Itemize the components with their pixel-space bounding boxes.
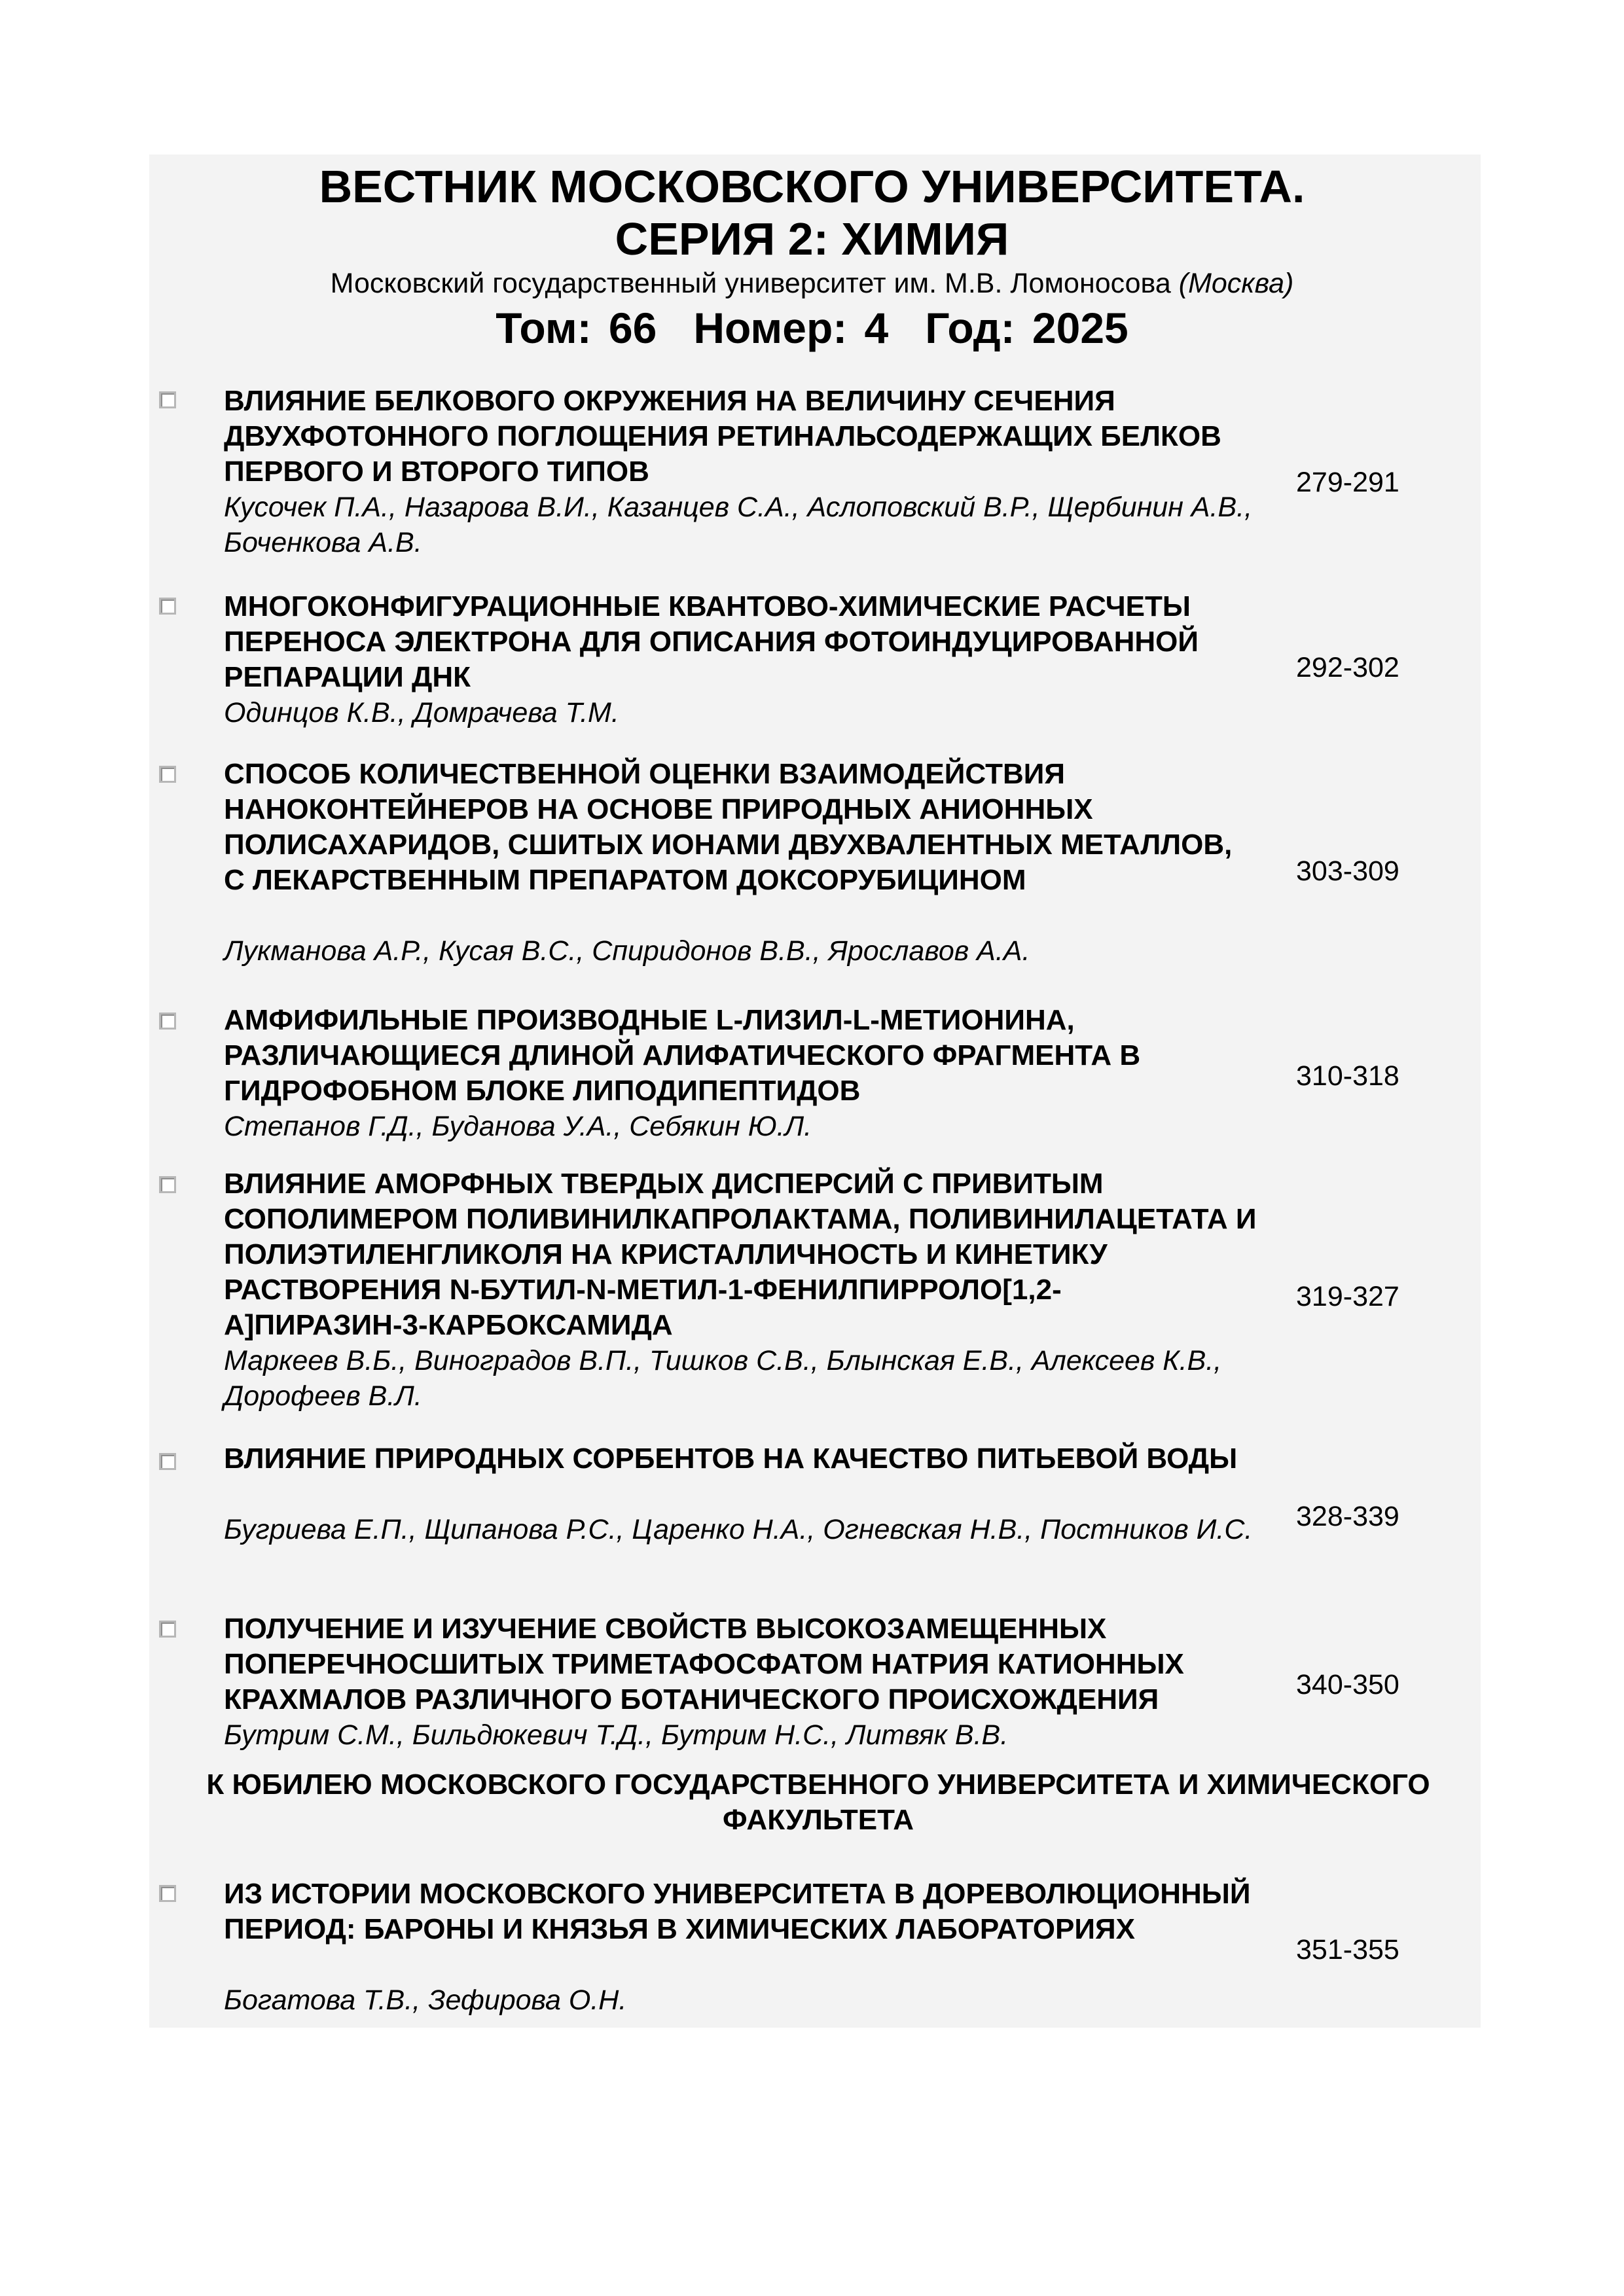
article-authors: Маркеев В.Б., Виноградов В.П., Тишков С.В., Блынская Е.В., Алексеев К.В., Дорофеев В.Л. (224, 1345, 1222, 1412)
article-authors: Бутрим С.М., Бильдюкевич Т.Д., Бутрим Н.С., Литвяк В.В. (224, 1719, 1009, 1751)
article-title[interactable]: ВЛИЯНИЕ БЕЛКОВОГО ОКРУЖЕНИЯ НА ВЕЛИЧИНУ СЕЧЕНИЯ ДВУХФОТОННОГО ПОГЛОЩЕНИЯ РЕТИНАЛЬСОДЕРЖАЩИХ БЕЛКОВ ПЕРВОГО И ВТОРОГО ТИПОВ (224, 385, 1221, 488)
article-authors: Бугриева Е.П., Щипанова Р.С., Царенко Н.А., Огневская Н.В., Постников И.С. (224, 1514, 1253, 1545)
article-select-checkbox[interactable] (159, 391, 176, 408)
article-authors: Богатова Т.В., Зефирова О.Н. (224, 1984, 627, 2016)
publisher (0, 270, 1624, 298)
article-title[interactable]: ВЛИЯНИЕ АМОРФНЫХ ТВЕРДЫХ ДИСПЕРСИЙ С ПРИВИТЫМ СОПОЛИМЕРОМ ПОЛИВИНИЛКАПРОЛАКТАМА, ПОЛИВИНИЛАЦЕТАТА И ПОЛИЭТИЛЕНГЛИКОЛЯ НА КРИСТАЛЛИЧНОСТЬ И КИНЕТИКУ РАСТВОРЕНИЯ N-БУТИЛ-N-МЕТИЛ-1-ФЕНИЛПИРРОЛО[1,2-А]ПИРАЗИН-3-КАРБОКСАМИДА (224, 1168, 1257, 1341)
article-authors: Одинцов К.В., Домрачева Т.М. (224, 697, 619, 728)
issue-volume: Том: 66 (496, 304, 657, 352)
publisher-name: Московский государственный университет им. М.В. Ломоносова (330, 268, 1171, 299)
journal-title-line2: СЕРИЯ 2: ХИМИЯ (615, 213, 1009, 264)
issue-number: Номер: 4 (693, 304, 889, 352)
article-title[interactable]: АМФИФИЛЬНЫЕ ПРОИЗВОДНЫЕ L-ЛИЗИЛ-L-МЕТИОНИНА, РАЗЛИЧАЮЩИЕСЯ ДЛИНОЙ АЛИФАТИЧЕСКОГО ФРАГМЕНТА В ГИДРОФОБНОМ БЛОКЕ ЛИПОДИПЕПТИДОВ (224, 1004, 1141, 1107)
journal-title-line1: ВЕСТНИК МОСКОВСКОГО УНИВЕРСИТЕТА. (319, 161, 1305, 212)
article-authors: Степанов Г.Д., Буданова У.А., Себякин Ю.Л. (224, 1111, 812, 1142)
article-select-checkbox[interactable] (159, 1176, 176, 1193)
article-title[interactable]: ВЛИЯНИЕ ПРИРОДНЫХ СОРБЕНТОВ НА КАЧЕСТВО ПИТЬЕВОЙ ВОДЫ (224, 1443, 1238, 1475)
article-title[interactable]: СПОСОБ КОЛИЧЕСТВЕННОЙ ОЦЕНКИ ВЗАИМОДЕЙСТВИЯ НАНОКОНТЕЙНЕРОВ НА ОСНОВЕ ПРИРОДНЫХ АНИОННЫХ ПОЛИСАХАРИДОВ, СШИТЫХ ИОНАМИ ДВУХВАЛЕНТНЫХ МЕТАЛЛОВ, С ЛЕКАРСТВЕННЫМ ПРЕПАРАТОМ ДОКСОРУБИЦИНОМ (224, 758, 1233, 896)
section-heading: К ЮБИЛЕЮ МОСКОВСКОГО ГОСУДАРСТВЕННОГО УНИВЕРСИТЕТА И ХИМИЧЕСКОГО ФАКУЛЬТЕТА (206, 1768, 1430, 1836)
article-select-checkbox[interactable] (159, 766, 176, 783)
issue-year: Год: 2025 (925, 304, 1128, 352)
article-select-checkbox[interactable] (159, 598, 176, 615)
article-select-checkbox[interactable] (159, 1885, 176, 1902)
article-pages: 351-355 (1296, 1934, 1399, 1965)
article-select-checkbox[interactable] (159, 1453, 176, 1470)
article-select-checkbox[interactable] (159, 1013, 176, 1030)
article-pages: 340-350 (1296, 1669, 1399, 1700)
article-pages: 319-327 (1296, 1281, 1399, 1312)
article-pages: 279-291 (1296, 467, 1399, 498)
article-title[interactable]: ИЗ ИСТОРИИ МОСКОВСКОГО УНИВЕРСИТЕТА В ДОРЕВОЛЮЦИОННЫЙ ПЕРИОД: БАРОНЫ И КНЯЗЬЯ В ХИМИЧЕСКИХ ЛАБОРАТОРИЯХ (224, 1878, 1251, 1945)
article-authors: Кусочек П.А., Назарова В.И., Казанцев С.А., Аслоповский В.Р., Щербинин А.В., Боченкова А.В. (224, 492, 1253, 558)
publisher-city: (Москва) (1178, 268, 1294, 299)
article-pages: 310-318 (1296, 1060, 1399, 1092)
article-pages: 292-302 (1296, 652, 1399, 683)
article-pages: 303-309 (1296, 855, 1399, 887)
article-authors: Лукманова А.Р., Кусая В.С., Спиридонов В.В., Ярославов А.А. (224, 935, 1030, 967)
article-select-checkbox[interactable] (159, 1621, 176, 1638)
article-title[interactable]: МНОГОКОНФИГУРАЦИОННЫЕ КВАНТОВО-ХИМИЧЕСКИЕ РАСЧЕТЫ ПЕРЕНОСА ЭЛЕКТРОНА ДЛЯ ОПИСАНИЯ ФОТОИНДУЦИРОВАННОЙ РЕПАРАЦИИ ДНК (224, 590, 1199, 693)
article-pages: 328-339 (1296, 1501, 1399, 1532)
issue-info (0, 306, 1624, 350)
article-title[interactable]: ПОЛУЧЕНИЕ И ИЗУЧЕНИЕ СВОЙСТВ ВЫСОКОЗАМЕЩЕННЫХ ПОПЕРЕЧНОСШИТЫХ ТРИМЕТАФОСФАТОМ НАТРИЯ КАТИОННЫХ КРАХМАЛОВ РАЗЛИЧНОГО БОТАНИЧЕСКОГО ПРОИСХОЖДЕНИЯ (224, 1613, 1184, 1715)
